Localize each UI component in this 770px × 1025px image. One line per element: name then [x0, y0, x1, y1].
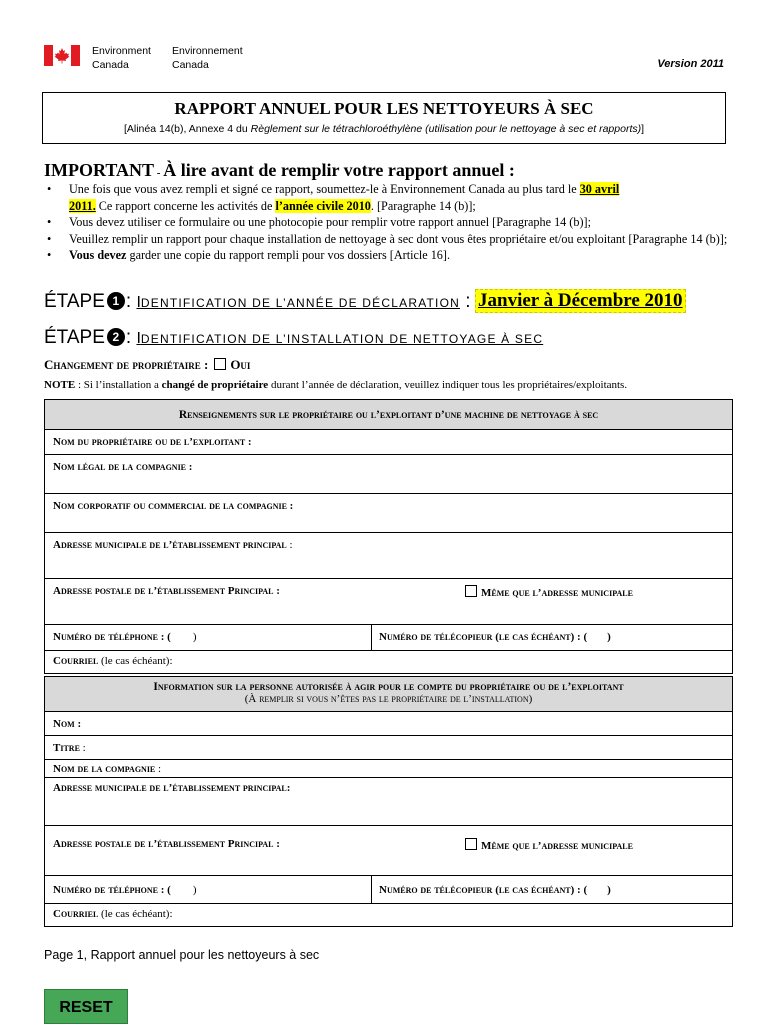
- deadline-date: 30 avril: [579, 182, 620, 196]
- legal-name-label: Nom légal de la compagnie :: [53, 461, 193, 473]
- auth-name-label: Nom :: [53, 718, 82, 730]
- important-heading-rest: À lire avant de remplir votre rapport annuel :: [163, 160, 515, 180]
- email-note: (le cas échéant):: [98, 655, 173, 667]
- note-label: NOTE: [44, 379, 76, 391]
- form-subtitle: [43, 123, 725, 135]
- auth-header-note: (À remplir si vous n’êtes pas le propriétaire de l’installation): [244, 693, 533, 705]
- instruction-text: Ce rapport concerne les activités de: [95, 198, 276, 213]
- auth-email-label: [53, 908, 173, 920]
- auth-email-text: Courriel: [53, 908, 99, 920]
- step2-title-initial: I: [136, 330, 141, 347]
- instruction-text: . [Paragraphe 14 (b)];: [370, 198, 476, 213]
- phone-label: [53, 631, 197, 643]
- step1-colon: :: [125, 291, 137, 312]
- page-footer: Page 1, Rapport annuel pour les nettoyeurs à sec: [44, 948, 320, 962]
- email-text: Courriel: [53, 655, 99, 667]
- auth-title-text: Titre: [53, 742, 80, 754]
- auth-fax-note: (le cas échéant) : (: [492, 884, 588, 896]
- auth-same-as-municipal: [465, 838, 633, 852]
- auth-phone-fax-row: [45, 876, 732, 904]
- instruction-copy: [44, 247, 734, 264]
- auth-fax-label: [379, 884, 611, 896]
- owner-change-checkbox[interactable]: [214, 358, 226, 370]
- auth-company-text: Nom de la compagnie: [53, 763, 156, 775]
- municipal-address-colon: :: [286, 539, 293, 551]
- step1-trail: :: [459, 291, 471, 312]
- reporting-year: l’année civile 2010: [275, 198, 371, 213]
- owner-info-table: [44, 399, 733, 674]
- auth-title-field[interactable]: [45, 736, 732, 760]
- reporting-year-field[interactable]: Janvier à Décembre 2010: [475, 289, 686, 313]
- step2-heading: [44, 327, 543, 349]
- instruction-deadline: [44, 181, 734, 214]
- owner-name-label: Nom du propriétaire ou de l’exploitant :: [53, 436, 252, 448]
- subtitle-suffix: ]: [641, 123, 645, 135]
- note-emphasis: changé de propriétaire: [161, 379, 269, 391]
- version-label: Version 2011: [657, 58, 724, 70]
- step1-title-initial: I: [136, 294, 141, 311]
- dept-en-line2: Canada: [92, 59, 129, 71]
- municipal-address-text: Adresse municipale de l’établissement principal: [53, 539, 287, 551]
- fax-label: [379, 631, 611, 643]
- legal-name-field[interactable]: [45, 455, 732, 494]
- department-name-fr: [172, 44, 243, 72]
- owner-change-row: [44, 357, 250, 373]
- phone-text: Numéro de téléphone : (: [53, 631, 171, 643]
- same-as-municipal-checkbox[interactable]: [465, 585, 477, 597]
- phone-close: ): [192, 631, 197, 643]
- fax-close: ): [607, 631, 611, 643]
- email-label: [53, 655, 173, 667]
- auth-municipal-address-field[interactable]: [45, 778, 732, 826]
- subtitle-prefix: [Alinéa 14(b), Annexe 4 du: [123, 123, 251, 135]
- auth-company-colon: :: [155, 763, 162, 775]
- instruction-text: Une fois que vous avez rempli et signé ce rapport, soumettez-le à Environnement Canada au plus tard le: [69, 182, 580, 196]
- fax-note: (le cas échéant) : (: [492, 631, 588, 643]
- reset-button[interactable]: RESET: [44, 989, 128, 1024]
- fax-text: Numéro de télécopieur: [379, 631, 493, 643]
- instruction-text: garder une copie du rapport rempli pour vos dossiers [Article 16].: [126, 248, 451, 263]
- postal-address-field[interactable]: [45, 579, 732, 625]
- corporate-name-label: Nom corporatif ou commercial de la compagnie :: [53, 500, 294, 512]
- instruction-form: • Vous devez utiliser ce formulaire ou une photocopie pour remplir votre rapport annuel [Paragraphe 14 (b)];: [44, 214, 734, 231]
- auth-company-field[interactable]: [45, 760, 732, 778]
- auth-phone-text: Numéro de téléphone : (: [53, 884, 171, 896]
- step1-number-icon: 1: [107, 292, 125, 310]
- important-heading: [44, 160, 515, 181]
- dept-en-line1: Environment: [92, 45, 151, 57]
- auth-same-as-municipal-label: Même que l’adresse municipale: [481, 840, 633, 852]
- row-divider: [371, 876, 372, 903]
- owner-change-option: Oui: [230, 357, 251, 372]
- postal-address-label: Adresse postale de l’établissement Principal :: [53, 585, 280, 597]
- important-word: IMPORTANT: [44, 160, 155, 180]
- auth-postal-address-label: Adresse postale de l’établissement Principal :: [53, 838, 280, 850]
- deadline-year: 2011.: [69, 198, 96, 213]
- instruction-bold: Vous devez: [69, 248, 127, 263]
- auth-header-title: Information sur la personne autorisée à agir pour le compte du propriétaire ou de l’exploitant: [153, 681, 624, 693]
- note-text: durant l’année de déclaration, veuillez indiquer tous les propriétaires/exploitants.: [268, 379, 628, 391]
- instructions-list: [44, 181, 734, 264]
- authorized-person-table: [44, 676, 733, 927]
- important-dash: -: [154, 167, 164, 179]
- ownership-note: [44, 379, 627, 391]
- auth-fax-close: ): [607, 884, 611, 896]
- step2-label: ÉTAPE: [44, 327, 105, 348]
- email-field[interactable]: [45, 651, 732, 673]
- municipal-address-field[interactable]: [45, 533, 732, 579]
- instruction-per-facility: • Veuillez remplir un rapport pour chaque installation de nettoyage à sec dont vous êtes propriétaire et/ou exploitant [Paragraphe 14 (b)];: [44, 231, 734, 248]
- title-box: [42, 92, 726, 144]
- step2-title: DENTIFICATION DE L’INSTALLATION DE NETTOYAGE À SEC: [140, 332, 544, 346]
- auth-phone-close: ): [192, 884, 197, 896]
- dept-fr-line2: Canada: [172, 59, 209, 71]
- auth-municipal-address-label: Adresse municipale de l’établissement principal:: [53, 782, 291, 794]
- note-text: : Si l’installation a: [75, 379, 162, 391]
- auth-same-as-municipal-checkbox[interactable]: [465, 838, 477, 850]
- auth-phone-label: [53, 884, 197, 896]
- auth-title-label: [53, 742, 86, 754]
- owner-name-field[interactable]: [45, 430, 732, 455]
- step1-heading: [44, 291, 471, 313]
- auth-fax-text: Numéro de télécopieur: [379, 884, 493, 896]
- auth-email-note: (le cas échéant):: [98, 908, 173, 920]
- auth-email-field[interactable]: [45, 904, 732, 926]
- same-as-municipal: [465, 585, 633, 599]
- auth-table-header: [45, 676, 732, 712]
- auth-name-field[interactable]: [45, 712, 732, 736]
- same-as-municipal-label: Même que l’adresse municipale: [481, 587, 633, 599]
- phone-fax-row: [45, 625, 732, 651]
- department-name-en: [92, 44, 151, 72]
- dept-fr-line1: Environnement: [172, 45, 243, 57]
- municipal-address-label: [53, 539, 293, 551]
- row-divider: [371, 625, 372, 650]
- owner-table-header: Renseignements sur le propriétaire ou l’exploitant d’une machine de nettoyage à sec: [45, 400, 732, 430]
- auth-company-label: [53, 763, 161, 775]
- auth-postal-address-field[interactable]: [45, 826, 732, 876]
- corporate-name-field[interactable]: [45, 494, 732, 533]
- step2-colon: :: [125, 327, 137, 348]
- owner-change-label: Changement de propriétaire :: [44, 357, 209, 372]
- step2-number-icon: 2: [107, 328, 125, 346]
- step1-title: DENTIFICATION DE L’ANNÉE DE DÉCLARATION: [140, 296, 460, 310]
- subtitle-regulation: Règlement sur le tétrachloroéthylène (utilisation pour le nettoyage à sec et rapports): [250, 123, 642, 135]
- canada-flag-icon: [44, 45, 80, 66]
- form-title: RAPPORT ANNUEL POUR LES NETTOYEURS À SEC: [174, 99, 594, 118]
- step1-label: ÉTAPE: [44, 291, 105, 312]
- auth-title-colon: :: [79, 742, 86, 754]
